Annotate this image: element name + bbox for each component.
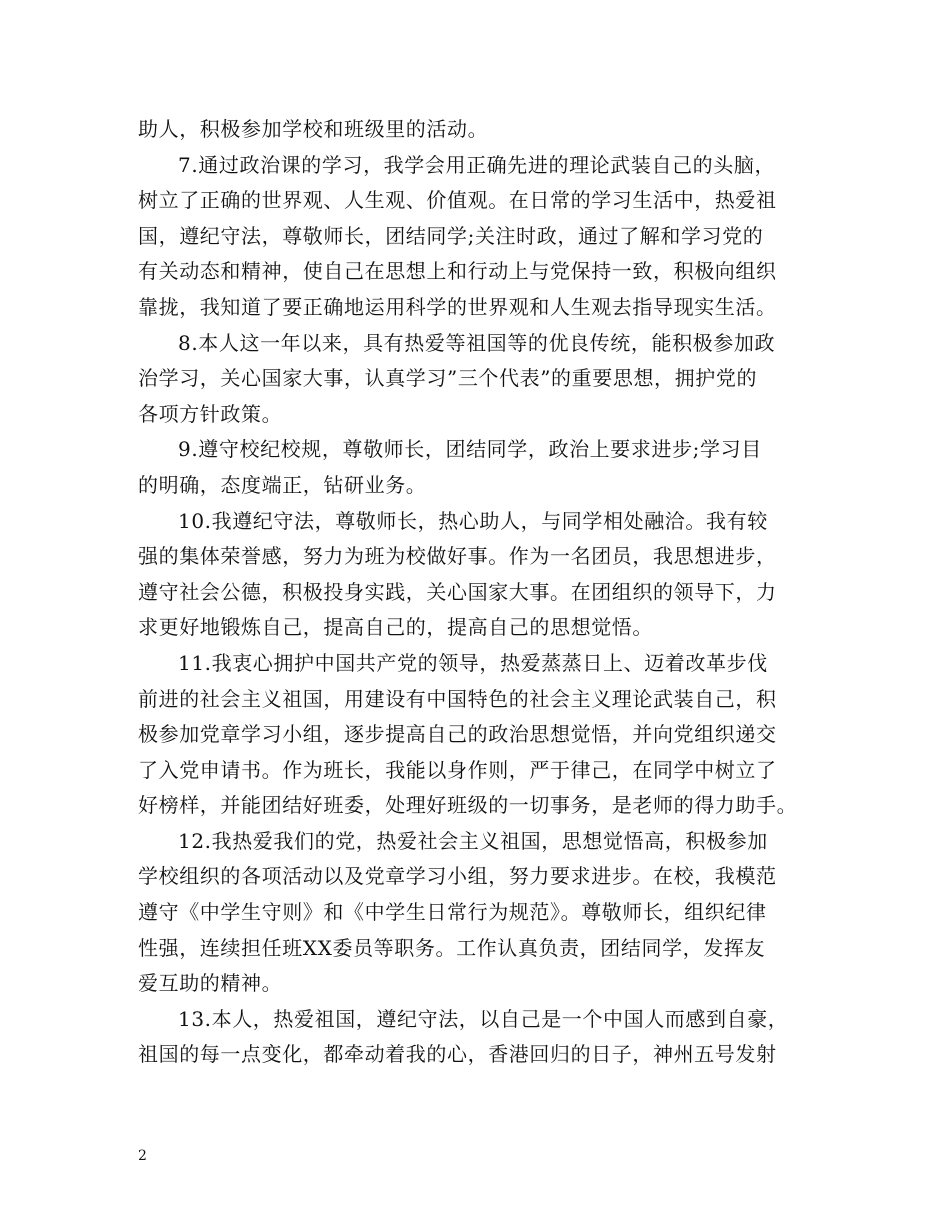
text-line-item-8-start: 8.本人这一年以来，具有热爱等祖国等的优良传统，能积极参加政 <box>178 330 776 355</box>
text-line: 各项方针政策。 <box>138 401 283 426</box>
text-line: 靠拢，我知道了要正确地运用科学的世界观和人生观去指导现实生活。 <box>138 294 777 319</box>
text-line: 的明确，态度端正，钻研业务。 <box>138 472 427 497</box>
text-line: 助人，积极参加学校和班级里的活动。 <box>138 117 489 141</box>
text-line: 树立了正确的世界观、人生观、价值观。在日常的学习生活中，热爱祖 <box>138 188 777 213</box>
text-line-item-13-start: 13.本人，热爱祖国，遵纪守法，以自己是一个中国人而感到自豪， <box>178 1006 789 1031</box>
text-line-item-7-start: 7.通过政治课的学习，我学会用正确先进的理论武装自己的头脑， <box>178 152 776 177</box>
text-line: 强的集体荣誉感，努力为班为校做好事。作为一名团员，我思想进步， <box>138 544 777 569</box>
text-line: 前进的社会主义祖国，用建设有中国特色的社会主义理论武装自己，积 <box>138 686 777 711</box>
document-body <box>138 112 828 1073</box>
text-line-item-9-start: 9.遵守校纪校规，尊敬师长，团结同学，政治上要求进步;学习目 <box>178 437 762 462</box>
text-line: 国，遵纪守法，尊敬师长，团结同学;关注时政，通过了解和学习党的 <box>138 223 764 248</box>
text-line-item-12-start: 12.我热爱我们的党，热爱社会主义祖国，思想觉悟高，积极参加 <box>178 828 768 853</box>
text-line: 求更好地锻炼自己，提高自己的，提高自己的思想觉悟。 <box>138 615 653 640</box>
text-line-item-10-start: 10.我遵纪守法，尊敬师长，热心助人，与同学相处融洽。我有较 <box>178 508 768 533</box>
text-line: 祖国的每一点变化，都牵动着我的心，香港回归的日子，神州五号发射 <box>138 1042 777 1067</box>
text-line: 爱互助的精神。 <box>138 971 283 996</box>
text-line: 了入党申请书。作为班长，我能以身作则，严于律己，在同学中树立了 <box>138 757 777 782</box>
text-line: 有关动态和精神，使自己在思想上和行动上与党保持一致，积极向组织 <box>138 259 777 284</box>
text-line: 遵守《中学生守则》和《中学生日常行为规范》。尊敬师长，组织纪律 <box>138 900 767 925</box>
text-line: 遵守社会公德，积极投身实践，关心国家大事。在团组织的领导下，力 <box>138 579 777 604</box>
text-line-item-11-start: 11.我衷心拥护中国共产党的领导，热爱蒸蒸日上、迈着改革步伐 <box>178 650 768 675</box>
text-line: 好榜样，并能团结好班委，处理好班级的一切事务，是老师的得力助手。 <box>138 793 798 818</box>
text-line: 学校组织的各项活动以及党章学习小组，努力要求进步。在校，我模范 <box>138 864 777 889</box>
page-number: 2 <box>138 1148 147 1164</box>
text-line: 治学习，关心国家大事，认真学习”三个代表”的重要思想，拥护党的 <box>138 366 758 391</box>
text-line: 性强，连续担任班XX委员等职务。工作认真负责，团结同学，发挥友 <box>138 935 766 960</box>
text-line: 极参加党章学习小组，逐步提高自己的政治思想觉悟，并向党组织递交 <box>138 722 777 747</box>
